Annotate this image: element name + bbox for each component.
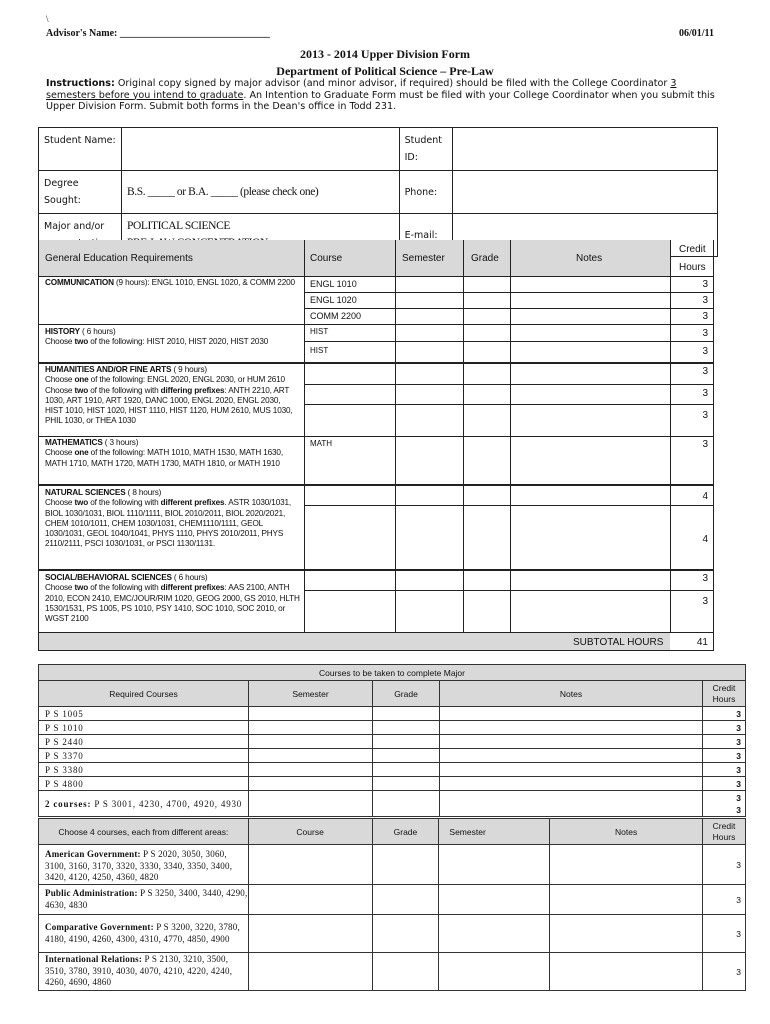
gen-ed-rule	[304, 308, 714, 309]
credit-value: 3	[736, 792, 741, 803]
credit-cell	[703, 791, 746, 817]
natural-credit-2: 4	[702, 534, 708, 545]
communication-credit-3: 3	[702, 311, 708, 322]
major-title: Courses to be taken to complete Major	[39, 665, 746, 681]
credit-cell: 3	[703, 885, 746, 915]
credit-cell: 3	[703, 845, 746, 885]
grade-cell[interactable]	[372, 953, 439, 991]
humanities-text: : ANTH 2210, ART 1030, ART 1910, ART 1920, DANC 1000, ENGL 2020, ENGL 2030, HIST 1010, HIST 1020, HIST 1110, HIST 1120, HUM 2610, MUS 1030, PHIL 1030, or THEA 1030	[45, 385, 293, 426]
instructions-text-1: Original copy signed by major advisor (and minor advisor, if required) should be filed with the College Coordinator	[114, 78, 671, 89]
notes-cell[interactable]	[550, 845, 703, 885]
semester-cell[interactable]	[249, 707, 373, 721]
humanities-requirement	[45, 365, 295, 427]
math-title: MATHEMATICS	[45, 438, 103, 447]
natural-sciences-requirement	[45, 488, 295, 550]
table-row	[39, 953, 746, 991]
communication-course-3[interactable]: COMM 2200	[310, 311, 362, 321]
social-text: of the following with	[88, 583, 161, 593]
grade-cell[interactable]	[373, 791, 440, 817]
major-header-required: Required Courses	[39, 681, 249, 707]
instructions-deadline: 3 semesters before you intend to graduate	[46, 78, 677, 101]
math-hours: ( 3 hours)	[102, 438, 139, 447]
math-text: Choose	[45, 448, 75, 458]
math-course[interactable]: MATH	[310, 439, 333, 448]
gen-ed-rule	[304, 505, 714, 506]
gen-ed-rule	[38, 484, 714, 486]
social-emph: different prefixes	[160, 583, 225, 593]
natural-title: NATURAL SCIENCES	[45, 488, 126, 497]
history-emph: two	[74, 337, 89, 347]
notes-cell[interactable]	[550, 885, 703, 915]
natural-emph: different prefixes	[160, 498, 225, 508]
degree-label: Degree Sought:	[39, 171, 122, 214]
major-header-semester: Semester	[249, 681, 373, 707]
math-text: of the following: MATH 1010, MATH 1530, MATH 1630, MATH 1710, MATH 1720, MATH 1730, MATH 1810, or MATH 1910	[45, 448, 283, 468]
natural-hours: ( 8 hours)	[125, 488, 162, 497]
major-header-credit-text: Credit	[712, 682, 736, 693]
history-course-1[interactable]: HIST	[310, 327, 329, 336]
grade-cell[interactable]	[372, 915, 439, 953]
areas-header-hours-text: Hours	[712, 831, 736, 842]
humanities-text: Choose	[45, 375, 75, 385]
math-emph: one	[74, 448, 89, 458]
notes-cell[interactable]	[440, 735, 703, 749]
degree-field[interactable]: B.S. _____ or B.A. _____ (please check one)	[121, 171, 399, 214]
history-course-2[interactable]: HIST	[310, 346, 329, 355]
two-courses-list: P S 3001, 4230, 4700, 4920, 4930	[94, 798, 243, 809]
areas-header-notes: Notes	[550, 819, 703, 845]
areas-header-grade: Grade	[372, 819, 439, 845]
grade-cell[interactable]	[373, 735, 440, 749]
table-row	[39, 791, 746, 817]
natural-emph: two	[74, 498, 89, 508]
social-emph: two	[74, 583, 89, 593]
social-text: Choose	[45, 583, 75, 593]
area-name: Comparative Government:	[45, 922, 154, 932]
communication-requirement	[45, 278, 300, 288]
semester-cell[interactable]	[249, 777, 373, 791]
semester-cell[interactable]	[439, 845, 550, 885]
humanities-title: HUMANITIES AND/OR FINE ARTS	[45, 365, 172, 374]
course-cell[interactable]	[248, 915, 372, 953]
major-header-grade: Grade	[373, 681, 440, 707]
semester-cell[interactable]	[439, 885, 550, 915]
area-name: American Government:	[45, 849, 141, 859]
credit-cell: 3	[703, 735, 746, 749]
credit-value: 3	[736, 804, 741, 815]
area-name: International Relations:	[45, 954, 143, 965]
backslash-mark: \	[46, 14, 49, 24]
major-header-notes: Notes	[440, 681, 703, 707]
credit-cell: 3	[703, 707, 746, 721]
major-label: Major and/or	[39, 214, 122, 257]
semester-cell[interactable]	[249, 721, 373, 735]
notes-cell[interactable]	[440, 707, 703, 721]
communication-course-1[interactable]: ENGL 1010	[310, 279, 357, 289]
math-credit: 3	[702, 439, 708, 450]
history-requirement	[45, 327, 300, 348]
major-course: P S 4800	[39, 777, 249, 791]
humanities-text: of the following with	[88, 385, 161, 395]
two-courses-cell	[39, 791, 249, 817]
gen-ed-rule	[38, 650, 714, 651]
notes-cell[interactable]	[440, 791, 703, 817]
gen-ed-rule	[38, 362, 714, 364]
areas-header-choose: Choose 4 courses, each from different areas:	[39, 819, 249, 845]
credit-cell: 3	[703, 915, 746, 953]
gen-ed-header-notes: Notes	[576, 253, 603, 264]
social-sciences-requirement	[45, 573, 300, 624]
major-course: P S 1005	[39, 707, 249, 721]
gen-ed-rule	[38, 276, 714, 277]
history-title: HISTORY	[45, 327, 80, 336]
instructions-label: Instructions:	[46, 78, 115, 89]
area-american-government	[39, 845, 249, 885]
two-courses-label: 2 courses:	[45, 798, 92, 809]
subtotal-label: SUBTOTAL HOURS	[573, 637, 664, 648]
table-row	[39, 735, 746, 749]
semester-cell[interactable]	[249, 791, 373, 817]
table-row	[39, 777, 746, 791]
social-title: SOCIAL/BEHAVIORAL SCIENCES	[45, 573, 172, 582]
credit-cell: 3	[703, 953, 746, 991]
major-course: P S 2440	[39, 735, 249, 749]
humanities-credit-2: 3	[702, 388, 708, 399]
notes-cell[interactable]	[440, 749, 703, 763]
gen-ed-header-hours: Hours	[679, 262, 706, 273]
grade-cell[interactable]	[372, 845, 439, 885]
humanities-emph: one	[74, 375, 89, 385]
advisor-name-field[interactable]: Advisor's Name: ______________________________	[46, 28, 270, 39]
major-header-hours-text: Hours	[712, 693, 736, 704]
areas-table	[38, 818, 746, 991]
gen-ed-rule	[304, 404, 714, 405]
table-row	[39, 721, 746, 735]
instructions-text-2: . An Intention to Graduate Form must be filed with your College Coordinator when you submit this Upper Division Form. Submit both forms in the Dean's office in Todd 231.	[46, 89, 715, 113]
area-public-administration	[39, 885, 249, 915]
gen-ed-header-course: Course	[310, 253, 343, 264]
phone-label: Phone:	[399, 171, 452, 214]
notes-cell[interactable]	[440, 721, 703, 735]
major-value-1: POLITICAL SCIENCE	[126, 220, 230, 232]
history-credit-2: 3	[702, 346, 708, 357]
instructions	[46, 78, 718, 113]
course-cell[interactable]	[248, 845, 372, 885]
email-label: E-mail:	[399, 214, 452, 257]
student-id-label: Student ID:	[399, 128, 452, 171]
gen-ed-rule	[38, 324, 714, 325]
grade-cell[interactable]	[373, 721, 440, 735]
student-info-table	[38, 127, 718, 257]
areas-header-course: Course	[248, 819, 372, 845]
credit-cell: 3	[703, 721, 746, 735]
major-header-credit	[703, 681, 746, 707]
humanities-credit-3: 3	[702, 410, 708, 421]
gen-ed-rule	[38, 436, 714, 437]
student-name-label: Student Name:	[39, 128, 122, 171]
history-text: Choose	[45, 337, 75, 347]
grade-cell[interactable]	[373, 763, 440, 777]
area-list: P S 3250, 3400, 3440, 4290, 4630, 4830	[45, 888, 248, 910]
gen-ed-rule	[304, 292, 714, 293]
gen-ed-header-semester: Semester	[402, 253, 445, 264]
math-requirement	[45, 438, 300, 469]
form-title: 2013 - 2014 Upper Division Form	[299, 47, 471, 61]
student-id-input[interactable]	[452, 128, 717, 171]
major-courses-table	[38, 664, 746, 817]
history-text: of the following: HIST 2010, HIST 2020, HIST 2030	[88, 337, 269, 347]
communication-title: COMMUNICATION	[45, 278, 114, 287]
phone-input[interactable]	[452, 171, 717, 214]
semester-cell[interactable]	[249, 735, 373, 749]
humanities-credit-1: 3	[702, 366, 708, 377]
semester-cell[interactable]	[439, 953, 550, 991]
history-credit-1: 3	[702, 328, 708, 339]
semester-cell[interactable]	[439, 915, 550, 953]
semester-cell[interactable]	[249, 763, 373, 777]
major-course: P S 3370	[39, 749, 249, 763]
natural-text: of the following with	[88, 498, 161, 508]
history-hours: ( 6 hours)	[79, 327, 116, 336]
area-list: P S 3200, 3220, 3780, 4180, 4190, 4260, 4300, 4310, 4770, 4850, 4900	[45, 922, 240, 944]
natural-text: . ASTR 1030/1031, BIOL 1030/1031, BIOL 1110/1111, BIOL 2010/2011, BIOL 2020/2021, CHEM 1010/1011, CHEM 1030/1031, CHEM1110/1111, GEOL 1030/1031, GEOL 1040/1041, PHYS 1110, PHYS 2010/2011, PHYS 2110/2111, PSCI 1030/1031, or PSCI 1130/1131.	[45, 498, 292, 549]
table-row	[39, 707, 746, 721]
humanities-emph: two	[74, 385, 89, 395]
notes-cell[interactable]	[440, 777, 703, 791]
communication-course-2[interactable]: ENGL 1020	[310, 295, 357, 305]
table-row	[39, 885, 746, 915]
gen-ed-divider	[713, 240, 714, 650]
course-cell[interactable]	[248, 953, 372, 991]
area-comparative-government	[39, 915, 249, 953]
table-row	[39, 915, 746, 953]
area-list: P S 2020, 3050, 3060, 3100, 3160, 3170, 3320, 3330, 3340, 3350, 3400, 3420, 4120, 4250, 4360, 4820	[45, 849, 233, 882]
social-credit-2: 3	[702, 596, 708, 607]
subtotal-value: 41	[696, 637, 708, 648]
gen-ed-header-requirements: General Education Requirements	[45, 253, 193, 264]
humanities-text: of the following: ENGL 2020, ENGL 2030, or HUM 2610	[88, 375, 285, 385]
table-row	[39, 749, 746, 763]
grade-cell[interactable]	[373, 749, 440, 763]
natural-credit-1: 4	[702, 491, 708, 502]
major-course: P S 3380	[39, 763, 249, 777]
social-hours: ( 6 hours)	[171, 573, 208, 582]
area-international-relations	[39, 953, 249, 991]
credit-cell: 3	[703, 749, 746, 763]
credit-cell: 3	[703, 763, 746, 777]
areas-header-semester: Semester	[439, 819, 550, 845]
communication-credit-1: 3	[702, 279, 708, 290]
notes-cell[interactable]	[440, 763, 703, 777]
grade-cell[interactable]	[373, 707, 440, 721]
natural-text: Choose	[45, 498, 75, 508]
social-credit-1: 3	[702, 573, 708, 584]
grade-cell[interactable]	[372, 885, 439, 915]
grade-cell[interactable]	[373, 777, 440, 791]
form-date: 06/01/11	[679, 28, 715, 39]
area-name: Public Administration:	[45, 888, 138, 898]
social-text: : AAS 2100, ANTH 2010, ECON 2410, EMC/JOUR/RIM 1020, GEOG 2000, GS 2010, HLTH 1530/1531, PS 1005, PS 1010, PSY 1410, SOC 1010, SOC 2010, or WGST 2100	[45, 583, 300, 624]
areas-header-credit	[703, 819, 746, 845]
gen-ed-header-credit: Credit	[679, 244, 706, 255]
major-course: P S 1010	[39, 721, 249, 735]
gen-ed-header-grade: Grade	[471, 253, 499, 264]
student-name-input[interactable]	[121, 128, 399, 171]
gen-ed-rule	[304, 341, 714, 342]
gen-ed-rule	[38, 569, 714, 571]
gen-ed-rule	[304, 384, 714, 385]
form-subtitle: Department of Political Science – Pre-Law	[276, 64, 494, 78]
humanities-hours: ( 9 hours)	[171, 365, 208, 374]
notes-cell[interactable]	[550, 915, 703, 953]
semester-cell[interactable]	[249, 749, 373, 763]
communication-credit-2: 3	[702, 295, 708, 306]
gen-ed-rule	[304, 590, 714, 591]
course-cell[interactable]	[248, 885, 372, 915]
gen-ed-divider	[38, 240, 39, 650]
table-row	[39, 763, 746, 777]
table-row	[39, 845, 746, 885]
communication-desc: (9 hours): ENGL 1010, ENGL 1020, & COMM 2200	[113, 278, 295, 287]
area-list: P S 2130, 3210, 3500, 3510, 3780, 3910, 4030, 4070, 4210, 4220, 4240, 4260, 4690, 4860	[45, 954, 233, 988]
credit-cell: 3	[703, 777, 746, 791]
humanities-emph: differing prefixes	[160, 385, 225, 395]
notes-cell[interactable]	[550, 953, 703, 991]
areas-header-credit-text: Credit	[712, 820, 736, 831]
humanities-text: Choose	[45, 385, 75, 395]
